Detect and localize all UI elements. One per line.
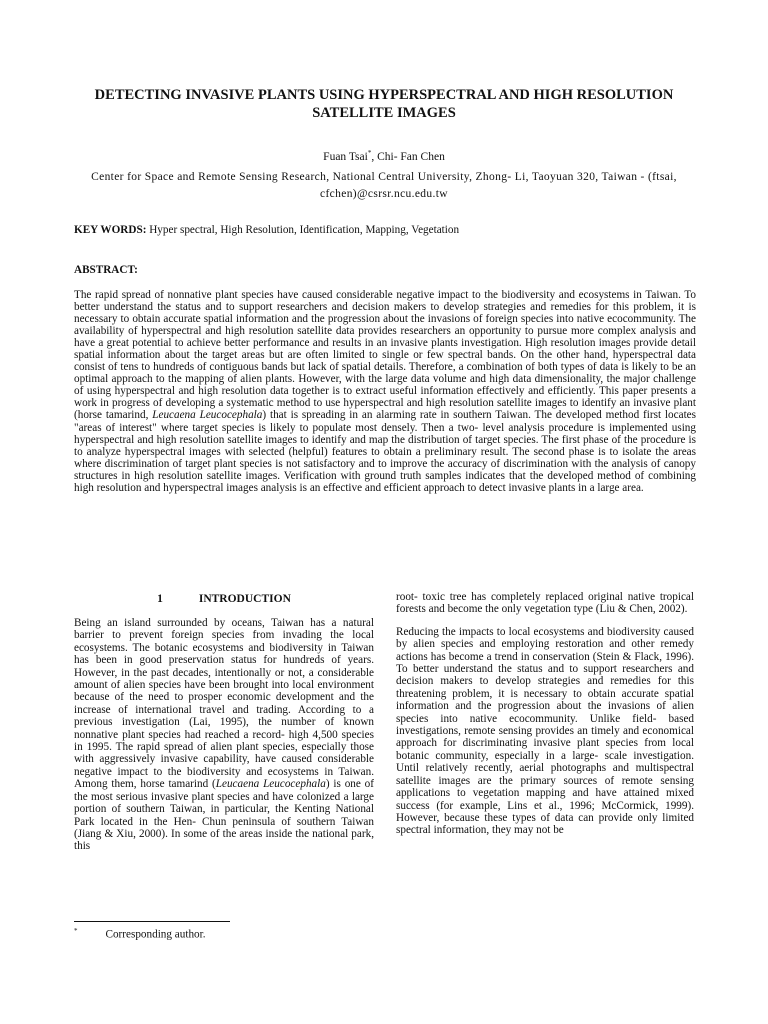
footnote <box>74 924 374 942</box>
footnote-divider <box>74 921 230 922</box>
author-first: Fuan Tsai <box>323 150 368 163</box>
paper-title: DETECTING INVASIVE PLANTS USING HYPERSPECTRAL AND HIGH RESOLUTION SATELLITE IMAGES <box>94 87 674 121</box>
intro-paragraph-1-part-2: ) is one of the most serious invasive plant species and have colonized a large portion of southern Taiwan, in particular, the Kenting National Park located in the Hen- Chun peninsula of southern Taiwan (Jiang & Xiu, 2000). In some of the areas inside the national park, this <box>74 778 374 853</box>
section-heading-introduction <box>74 592 374 606</box>
intro-paragraph-1-part-1: Being an island surrounded by oceans, Taiwan has a natural barrier to prevent foreign species from invading the local ecosystems. The botanic ecosystems and biodiversity in Taiwan has been in good preservation status for hundreds of years. However, in the past decades, intentionally or not, a considerable amount of alien species have been brought into local environment because of the need to prosper economic development and the increase of international travel and trading. According to a previous investigation (Lai, 1995), the number of known nonnative plant species had reached a record- high 4,500 species in 1995. The rapid spread of alien plant species, especially those with aggressively invasive capability, have caused considerable negative impact to the biodiversity and ecosystems in Taiwan. Among them, horse tamarind ( <box>74 617 374 791</box>
intro-species-name: Leucaena Leucocephala <box>215 778 326 791</box>
right-column <box>396 591 694 837</box>
intro-paragraph-1 <box>74 617 374 853</box>
abstract-text-part-2: ) that is spreading in an alarming rate in southern Taiwan. The developed method first locates "areas of interest" where target species is likely to populate most densely. Then a two- level analysis procedure is implemented using hyperspectral and high resolution satellite images to identify and map the distribution of target species. The first phase of the procedure is to analyze hyperspectral images with selected (helpful) features to obtain a preliminary result. The second phase is to isolate the areas where discrimination of target plant species is not satisfactory and to improve the accuracy of discrimination with the analysis of canopy structures in high resolution satellite images. Verification with ground truth samples indicates that the developed method of combining high resolution and hyperspectral images analysis is an effective and efficient approach to detect invasive plants in a large area. <box>74 409 696 494</box>
abstract-heading: ABSTRACT: <box>74 264 138 276</box>
keywords <box>74 223 694 237</box>
section-title: INTRODUCTION <box>198 593 291 605</box>
footnote-mark: * <box>74 927 78 935</box>
author-line <box>0 146 768 164</box>
abstract-species-name: Leucaena Leucocephala <box>152 409 263 422</box>
affiliation: Center for Space and Remote Sensing Research, National Central University, Zhong- Li, Taoyuan 320, Taiwan - (ftsai, cfchen)@csrsr.ncu.edu.tw <box>91 171 677 200</box>
intro-paragraph-1-continued: root- toxic tree has completely replaced original native tropical forests and become the only vegetation type (Liu & Chen, 2002). <box>396 591 694 616</box>
intro-paragraph-2: Reducing the impacts to local ecosystems and biodiversity caused by alien species and employing restoration and other remedy actions has become a trend in conservation (Stein & Flack, 1996). To better understand the status and to support researchers and decision makers to develop strategies and remedies for this threatening problem, it is necessary to obtain accurate spatial information and the progression about the invasions of alien species into native ecocommunity. Unlike field- based investigations, remote sensing provides an timely and economical approach for discriminating invasive plant species from local botanic community, especially in a large- scale investigation. Until relatively recently, aerial photographs and multispectral satellite images are the primary sources of remote sensing applications to vegetation mapping and have attained mixed success (for example, Lins et al., 1996; McCormick, 1999). However, because these types of data can provide only limited spectral information, they may not be <box>396 625 694 837</box>
keywords-label: KEY WORDS: <box>74 224 147 236</box>
abstract-body <box>74 289 696 494</box>
keywords-text: Hyper spectral, High Resolution, Identification, Mapping, Vegetation <box>149 224 460 236</box>
section-number: 1 <box>157 593 163 605</box>
abstract-text-part-1: The rapid spread of nonnative plant species have caused considerable negative impact to the biodiversity and ecosystems in Taiwan. To better understand the status and to support researchers and decision makers to develop strategies and remedies for this problem, it is necessary to obtain accurate spatial information and the progression about the invasions of foreign species into native ecocommunity. The availability of hyperspectral and high resolution satellite data provides researchers an opportunity to pursue more complex analysis and have a great potential to achieve better performance and results in an invasive plants investigation. High resolution images provide detail spatial information about the target areas but are often limited to single or few spectral bands. On the other hand, hyperspectral data consist of tens to hundreds of contiguous bands but lack of spatial details. Therefore, a combination of both types of data is likely to be an optimal approach to the mapping of alien plants. However, with the large data volume and high data dimensionality, the major challenge of using hyperspectral and high resolution data together is to extract useful information effectively and efficiently. This paper presents a work in progress of developing a systematic method to use hyperspectral and high resolution satellite images to identify an invasive plant (horse tamarind, <box>74 289 696 422</box>
author-rest: , Chi- Fan Chen <box>371 150 445 163</box>
corresponding-author-mark: * <box>367 149 372 157</box>
left-column <box>74 590 374 853</box>
footnote-text: Corresponding author. <box>105 928 206 941</box>
